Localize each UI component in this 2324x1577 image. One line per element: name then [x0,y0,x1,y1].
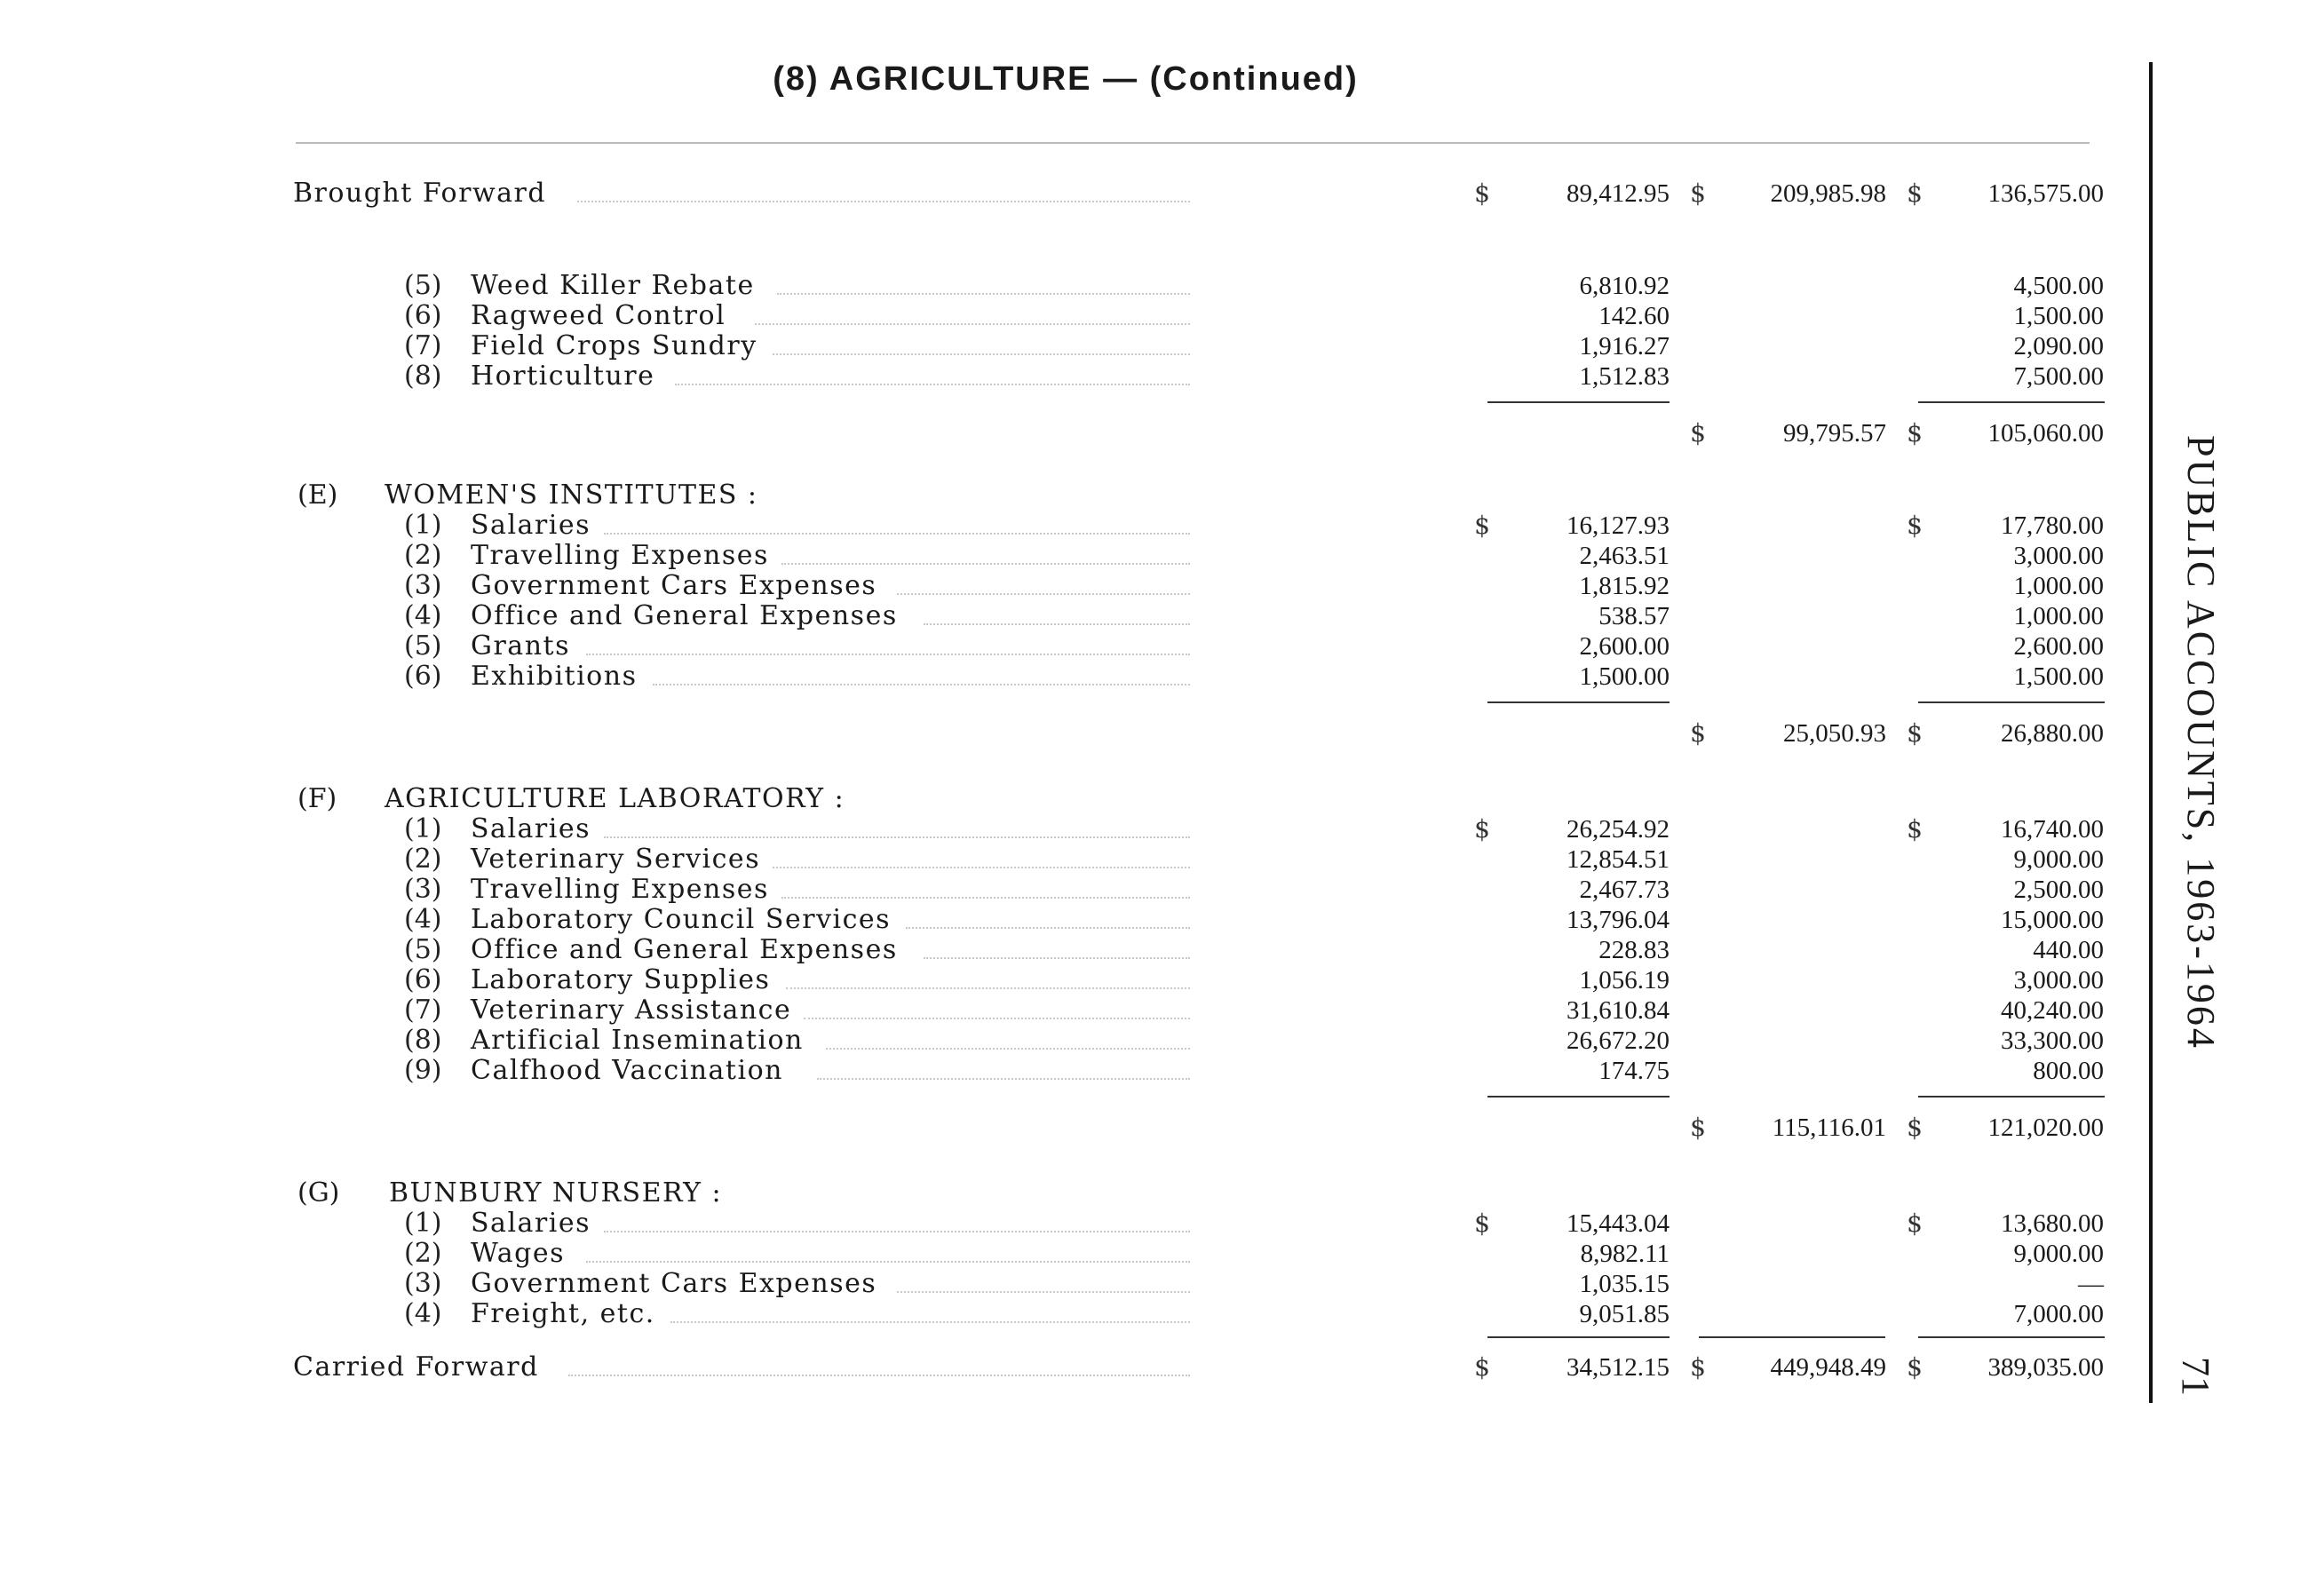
item-c1: 13,796.04 [1567,906,1670,934]
leader-dots [568,1375,1190,1376]
item-c3: 440.00 [2033,936,2104,964]
item-c1: 26,254.92 [1567,815,1670,844]
table-row [0,874,2324,906]
carried-forward-c2: 449,948.49 [1770,1353,1886,1382]
subtotal-rule [1918,401,2105,403]
section-heading [0,783,2324,815]
subtotal-rule [1918,1096,2105,1098]
subtotal-rule [1487,701,1670,703]
section-title: BUNBURY NURSERY : [389,1177,723,1209]
currency-sign: $ [1907,178,1923,208]
leader-dots [670,1321,1190,1323]
item-c1: 1,035.15 [1579,1270,1670,1298]
currency-sign: $ [1690,418,1706,448]
item-c3: 40,240.00 [2001,996,2104,1025]
leader-dots [826,1048,1190,1050]
item-number: (1) [404,1208,442,1239]
currency-sign: $ [1907,511,1923,540]
item-c3: 7,000.00 [2013,1300,2104,1328]
subtotal-c2: 99,795.57 [1783,419,1886,448]
item-number: (5) [404,630,442,662]
leader-dots [586,1261,1190,1263]
item-label: Salaries [471,813,591,844]
brought-forward-row [0,178,2324,210]
total-rule [1487,1336,1670,1338]
currency-sign: $ [1907,1113,1923,1142]
currency-sign: $ [1907,718,1923,748]
item-number: (7) [404,330,442,361]
currency-sign: $ [1474,1352,1490,1382]
item-label: Field Crops Sundry [471,330,757,361]
leader-dots [804,1018,1190,1019]
item-number: (1) [404,510,442,541]
item-c1: 174.75 [1598,1057,1670,1085]
item-label: Freight, etc. [471,1298,655,1329]
leader-dots [604,533,1190,535]
currency-sign: $ [1907,1352,1923,1382]
currency-sign: $ [1690,178,1706,208]
leader-dots [786,987,1190,989]
leader-dots [604,1231,1190,1232]
leader-dots [773,867,1190,868]
section-heading [0,1177,2324,1209]
item-c3: 13,680.00 [2001,1209,2104,1238]
table-row [0,270,2324,302]
total-rule [1699,1336,1885,1338]
item-label: Veterinary Services [471,844,761,875]
section-title: AGRICULTURE LABORATORY : [385,783,845,814]
subtotal-row [0,417,2324,449]
leader-dots [755,323,1190,325]
table-row [0,964,2324,996]
page-title: (8) AGRICULTURE — (Continued) [773,60,1359,98]
leader-dots [653,684,1190,685]
table-row [0,1298,2324,1330]
item-number: (4) [404,600,442,631]
item-c1: 2,467.73 [1579,876,1670,904]
item-c3: 15,000.00 [2001,906,2104,934]
item-number: (6) [404,964,442,995]
table-row [0,844,2324,876]
table-row [0,1268,2324,1300]
table-row [0,995,2324,1026]
table-row [0,300,2324,332]
leader-dots [897,593,1190,595]
section-heading [0,479,2324,511]
item-c3: 9,000.00 [2013,1240,2104,1268]
item-number: (2) [404,844,442,875]
table-row [0,813,2324,845]
item-label: Salaries [471,1208,591,1239]
item-c1: 26,672.20 [1567,1026,1670,1055]
table-row [0,1208,2324,1240]
carried-forward-c3: 389,035.00 [1987,1353,2104,1382]
item-label: Travelling Expenses [471,874,769,905]
item-c3: 1,500.00 [2013,662,2104,691]
item-c3: 2,600.00 [2013,632,2104,661]
item-number: (7) [404,995,442,1026]
item-c3: 2,090.00 [2013,332,2104,361]
table-row [0,630,2324,662]
item-c3: 3,000.00 [2013,966,2104,995]
table-row [0,330,2324,362]
item-c3: 4,500.00 [2013,272,2104,300]
item-label: Calfhood Vaccination [471,1055,783,1086]
item-c3: 1,500.00 [2013,302,2104,330]
item-number: (8) [404,1025,442,1056]
item-c1: 31,610.84 [1567,996,1670,1025]
item-c1: 1,056.19 [1579,966,1670,995]
item-number: (4) [404,1298,442,1329]
item-label: Weed Killer Rebate [471,270,755,301]
item-label: Government Cars Expenses [471,570,877,601]
item-c1: 1,916.27 [1579,332,1670,361]
carried-forward-row [0,1351,2324,1383]
leader-dots [924,623,1190,625]
item-number: (4) [404,904,442,935]
brought-forward-c1: 89,412.95 [1567,179,1670,208]
leader-dots [577,201,1190,202]
brought-forward-label: Brought Forward [293,178,547,209]
subtotal-c3: 105,060.00 [1987,419,2104,448]
item-number: (2) [404,540,442,571]
item-c1: 16,127.93 [1567,511,1670,540]
leader-dots [777,293,1190,295]
page-number: 71 [2174,1357,2217,1396]
running-header: PUBLIC ACCOUNTS, 1963-1964 [2179,435,2223,1050]
currency-sign: $ [1474,1209,1490,1238]
section-title: WOMEN'S INSTITUTES : [385,479,758,511]
subtotal-rule [1487,1096,1670,1098]
carried-forward-label: Carried Forward [293,1351,539,1383]
item-c1: 2,600.00 [1579,632,1670,661]
item-number: (3) [404,570,442,601]
subtotal-c2: 25,050.93 [1783,719,1886,748]
item-c3: 7,500.00 [2013,362,2104,391]
item-label: Salaries [471,510,591,541]
item-c1: 9,051.85 [1579,1300,1670,1328]
item-c3: 9,000.00 [2013,845,2104,874]
leader-dots [781,563,1190,565]
leader-dots [924,957,1190,959]
item-number: (5) [404,270,442,301]
item-number: (1) [404,813,442,844]
margin-rule [2149,62,2153,1403]
item-c1: 6,810.92 [1579,272,1670,300]
table-row [0,1055,2324,1087]
item-number: (6) [404,300,442,331]
item-label: Exhibitions [471,661,638,692]
leader-dots [604,836,1190,838]
item-label: Travelling Expenses [471,540,769,571]
leader-dots [906,927,1190,929]
section-code: (E) [297,479,338,511]
section-code: (G) [297,1177,340,1209]
currency-sign: $ [1474,511,1490,540]
item-label: Laboratory Council Services [471,904,892,935]
table-row [0,600,2324,632]
currency-sign: $ [1474,178,1490,208]
table-row [0,1025,2324,1057]
item-c1: 228.83 [1598,936,1670,964]
table-row [0,510,2324,542]
item-label: Government Cars Expenses [471,1268,877,1299]
item-label: Wages [471,1238,565,1269]
item-c1: 2,463.51 [1579,542,1670,570]
item-number: (2) [404,1238,442,1269]
table-row [0,1238,2324,1270]
item-label: Veterinary Assistance [471,995,792,1026]
subtotal-c3: 26,880.00 [2001,719,2104,748]
item-label: Office and General Expenses [471,600,898,631]
subtotal-c2: 115,116.01 [1772,1113,1886,1142]
subtotal-rule [1918,701,2105,703]
subtotal-c3: 121,020.00 [1987,1113,2104,1142]
item-label: Office and General Expenses [471,934,898,965]
item-label: Laboratory Supplies [471,964,771,995]
item-c1: 1,815.92 [1579,572,1670,600]
leader-dots [773,353,1190,355]
brought-forward-c2: 209,985.98 [1770,179,1886,208]
total-rule [1918,1336,2105,1338]
item-number: (5) [404,934,442,965]
item-number: (9) [404,1055,442,1086]
brought-forward-c3: 136,575.00 [1987,179,2104,208]
item-c1: 1,512.83 [1579,362,1670,391]
carried-forward-c1: 34,512.15 [1567,1353,1670,1382]
table-row [0,540,2324,572]
item-c3: 800.00 [2033,1057,2104,1085]
currency-sign: $ [1690,1113,1706,1142]
currency-sign: $ [1907,1209,1923,1238]
leader-dots [897,1291,1190,1293]
currency-sign: $ [1907,418,1923,448]
currency-sign: $ [1907,814,1923,844]
table-row [0,934,2324,966]
item-number: (8) [404,361,442,392]
currency-sign: $ [1690,718,1706,748]
item-c1: 15,443.04 [1567,1209,1670,1238]
item-label: Artificial Insemination [471,1025,804,1056]
table-row [0,361,2324,392]
item-c3: — [2078,1270,2104,1298]
leader-dots [781,897,1190,899]
item-c3: 17,780.00 [2001,511,2104,540]
currency-sign: $ [1474,814,1490,844]
section-code: (F) [297,783,337,814]
item-number: (3) [404,1268,442,1299]
subtotal-rule [1487,401,1670,403]
item-c3: 1,000.00 [2013,602,2104,630]
item-c3: 2,500.00 [2013,876,2104,904]
subtotal-row [0,1112,2324,1144]
item-c3: 1,000.00 [2013,572,2104,600]
item-number: (6) [404,661,442,692]
leader-dots [675,384,1190,385]
item-c3: 33,300.00 [2001,1026,2104,1055]
header-rule [296,142,2090,144]
currency-sign: $ [1690,1352,1706,1382]
table-row [0,570,2324,602]
item-c3: 16,740.00 [2001,815,2104,844]
item-c1: 538.57 [1598,602,1670,630]
leader-dots [817,1078,1190,1080]
item-label: Horticulture [471,361,655,392]
item-c1: 142.60 [1598,302,1670,330]
leader-dots [586,654,1190,655]
item-c3: 3,000.00 [2013,542,2104,570]
item-c1: 8,982.11 [1580,1240,1670,1268]
table-row [0,904,2324,936]
item-c1: 12,854.51 [1567,845,1670,874]
item-label: Grants [471,630,570,662]
item-c1: 1,500.00 [1579,662,1670,691]
item-label: Ragweed Control [471,300,726,331]
table-row [0,661,2324,693]
item-number: (3) [404,874,442,905]
subtotal-row [0,717,2324,749]
